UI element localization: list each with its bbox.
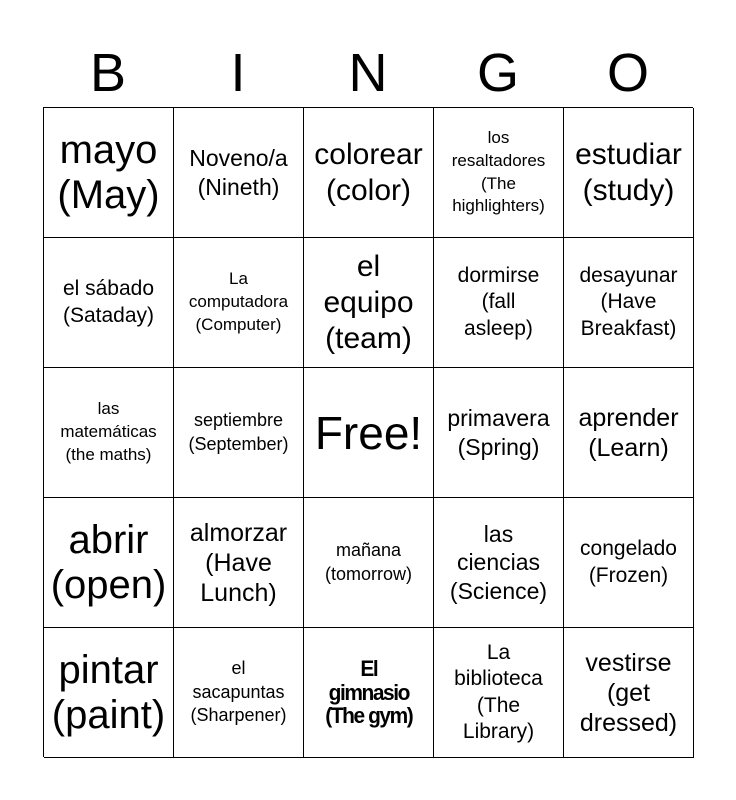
bingo-cell-text: congelado (Frozen): [580, 537, 677, 587]
bingo-cell-text: dormirse (fall asleep): [457, 264, 540, 340]
bingo-cell[interactable]: [564, 498, 694, 628]
bingo-cell[interactable]: [304, 108, 434, 238]
bingo-cell-text: las ciencias (Science): [449, 521, 548, 604]
bingo-cell[interactable]: [304, 628, 434, 758]
bingo-cell[interactable]: [44, 238, 174, 368]
bingo-cell[interactable]: [434, 238, 564, 368]
bingo-cell[interactable]: [564, 628, 694, 758]
bingo-cell-text: colorear (color): [314, 137, 423, 207]
bingo-cell[interactable]: [304, 498, 434, 628]
bingo-cell[interactable]: [304, 238, 434, 368]
bingo-cell-text: el sábado (Sataday): [62, 277, 155, 327]
bingo-cell-text: el equipo (team): [323, 249, 414, 355]
bingo-cell-text: abrir (open): [50, 517, 167, 607]
bingo-cell[interactable]: [174, 628, 304, 758]
header-letter-b: B: [89, 43, 127, 103]
bingo-cell-text: el sacapuntas (Sharpener): [190, 658, 287, 726]
bingo-cell-text: almorzar (Have Lunch): [189, 518, 288, 607]
bingo-cell-text: las matemáticas (the maths): [60, 399, 157, 464]
bingo-cell[interactable]: [564, 108, 694, 238]
bingo-cell[interactable]: [564, 368, 694, 498]
bingo-cell-text: Noveno/a (Nineth): [189, 145, 288, 200]
bingo-cell[interactable]: [434, 368, 564, 498]
bingo-cell-text: La biblioteca (The Library): [454, 641, 543, 743]
bingo-cell[interactable]: [174, 368, 304, 498]
bingo-cell[interactable]: [174, 238, 304, 368]
bingo-cell-text: primavera (Spring): [447, 405, 550, 460]
bingo-cell-text: La computadora (Computer): [188, 269, 289, 334]
header-letter-i: I: [230, 43, 246, 103]
bingo-cell[interactable]: [174, 498, 304, 628]
bingo-cell-text: aprender (Learn): [578, 403, 679, 462]
header-letter-n: N: [348, 43, 388, 103]
bingo-cell[interactable]: [44, 628, 174, 758]
bingo-cell-text: mayo (May): [57, 127, 160, 217]
bingo-cell-text: vestirse (get dressed): [579, 648, 678, 737]
bingo-cell[interactable]: [174, 108, 304, 238]
bingo-cell[interactable]: [434, 498, 564, 628]
bingo-cell[interactable]: [44, 368, 174, 498]
bingo-cell[interactable]: [434, 628, 564, 758]
bingo-header: [43, 40, 693, 106]
bingo-cell-text: El gimnasio (The gym): [324, 655, 413, 729]
bingo-cell-text: los resaltadores (The highlighters): [451, 127, 546, 216]
bingo-cell-text: estudiar (study): [575, 137, 682, 207]
bingo-cell[interactable]: [44, 108, 174, 238]
bingo-cell-text: mañana (tomorrow): [324, 540, 412, 584]
header-letter-o: O: [606, 43, 649, 103]
bingo-cell[interactable]: [564, 238, 694, 368]
bingo-cell[interactable]: [434, 108, 564, 238]
bingo-cell-text: septiembre (September): [188, 410, 289, 454]
bingo-cell-text: desayunar (Have Breakfast): [579, 264, 678, 340]
bingo-cell[interactable]: [44, 498, 174, 628]
header-letter-g: G: [476, 43, 519, 103]
free-space-label: Free!: [314, 406, 423, 459]
bingo-cell-text: pintar (paint): [51, 647, 166, 737]
bingo-cell[interactable]: [304, 368, 434, 498]
bingo-board: [43, 107, 693, 757]
